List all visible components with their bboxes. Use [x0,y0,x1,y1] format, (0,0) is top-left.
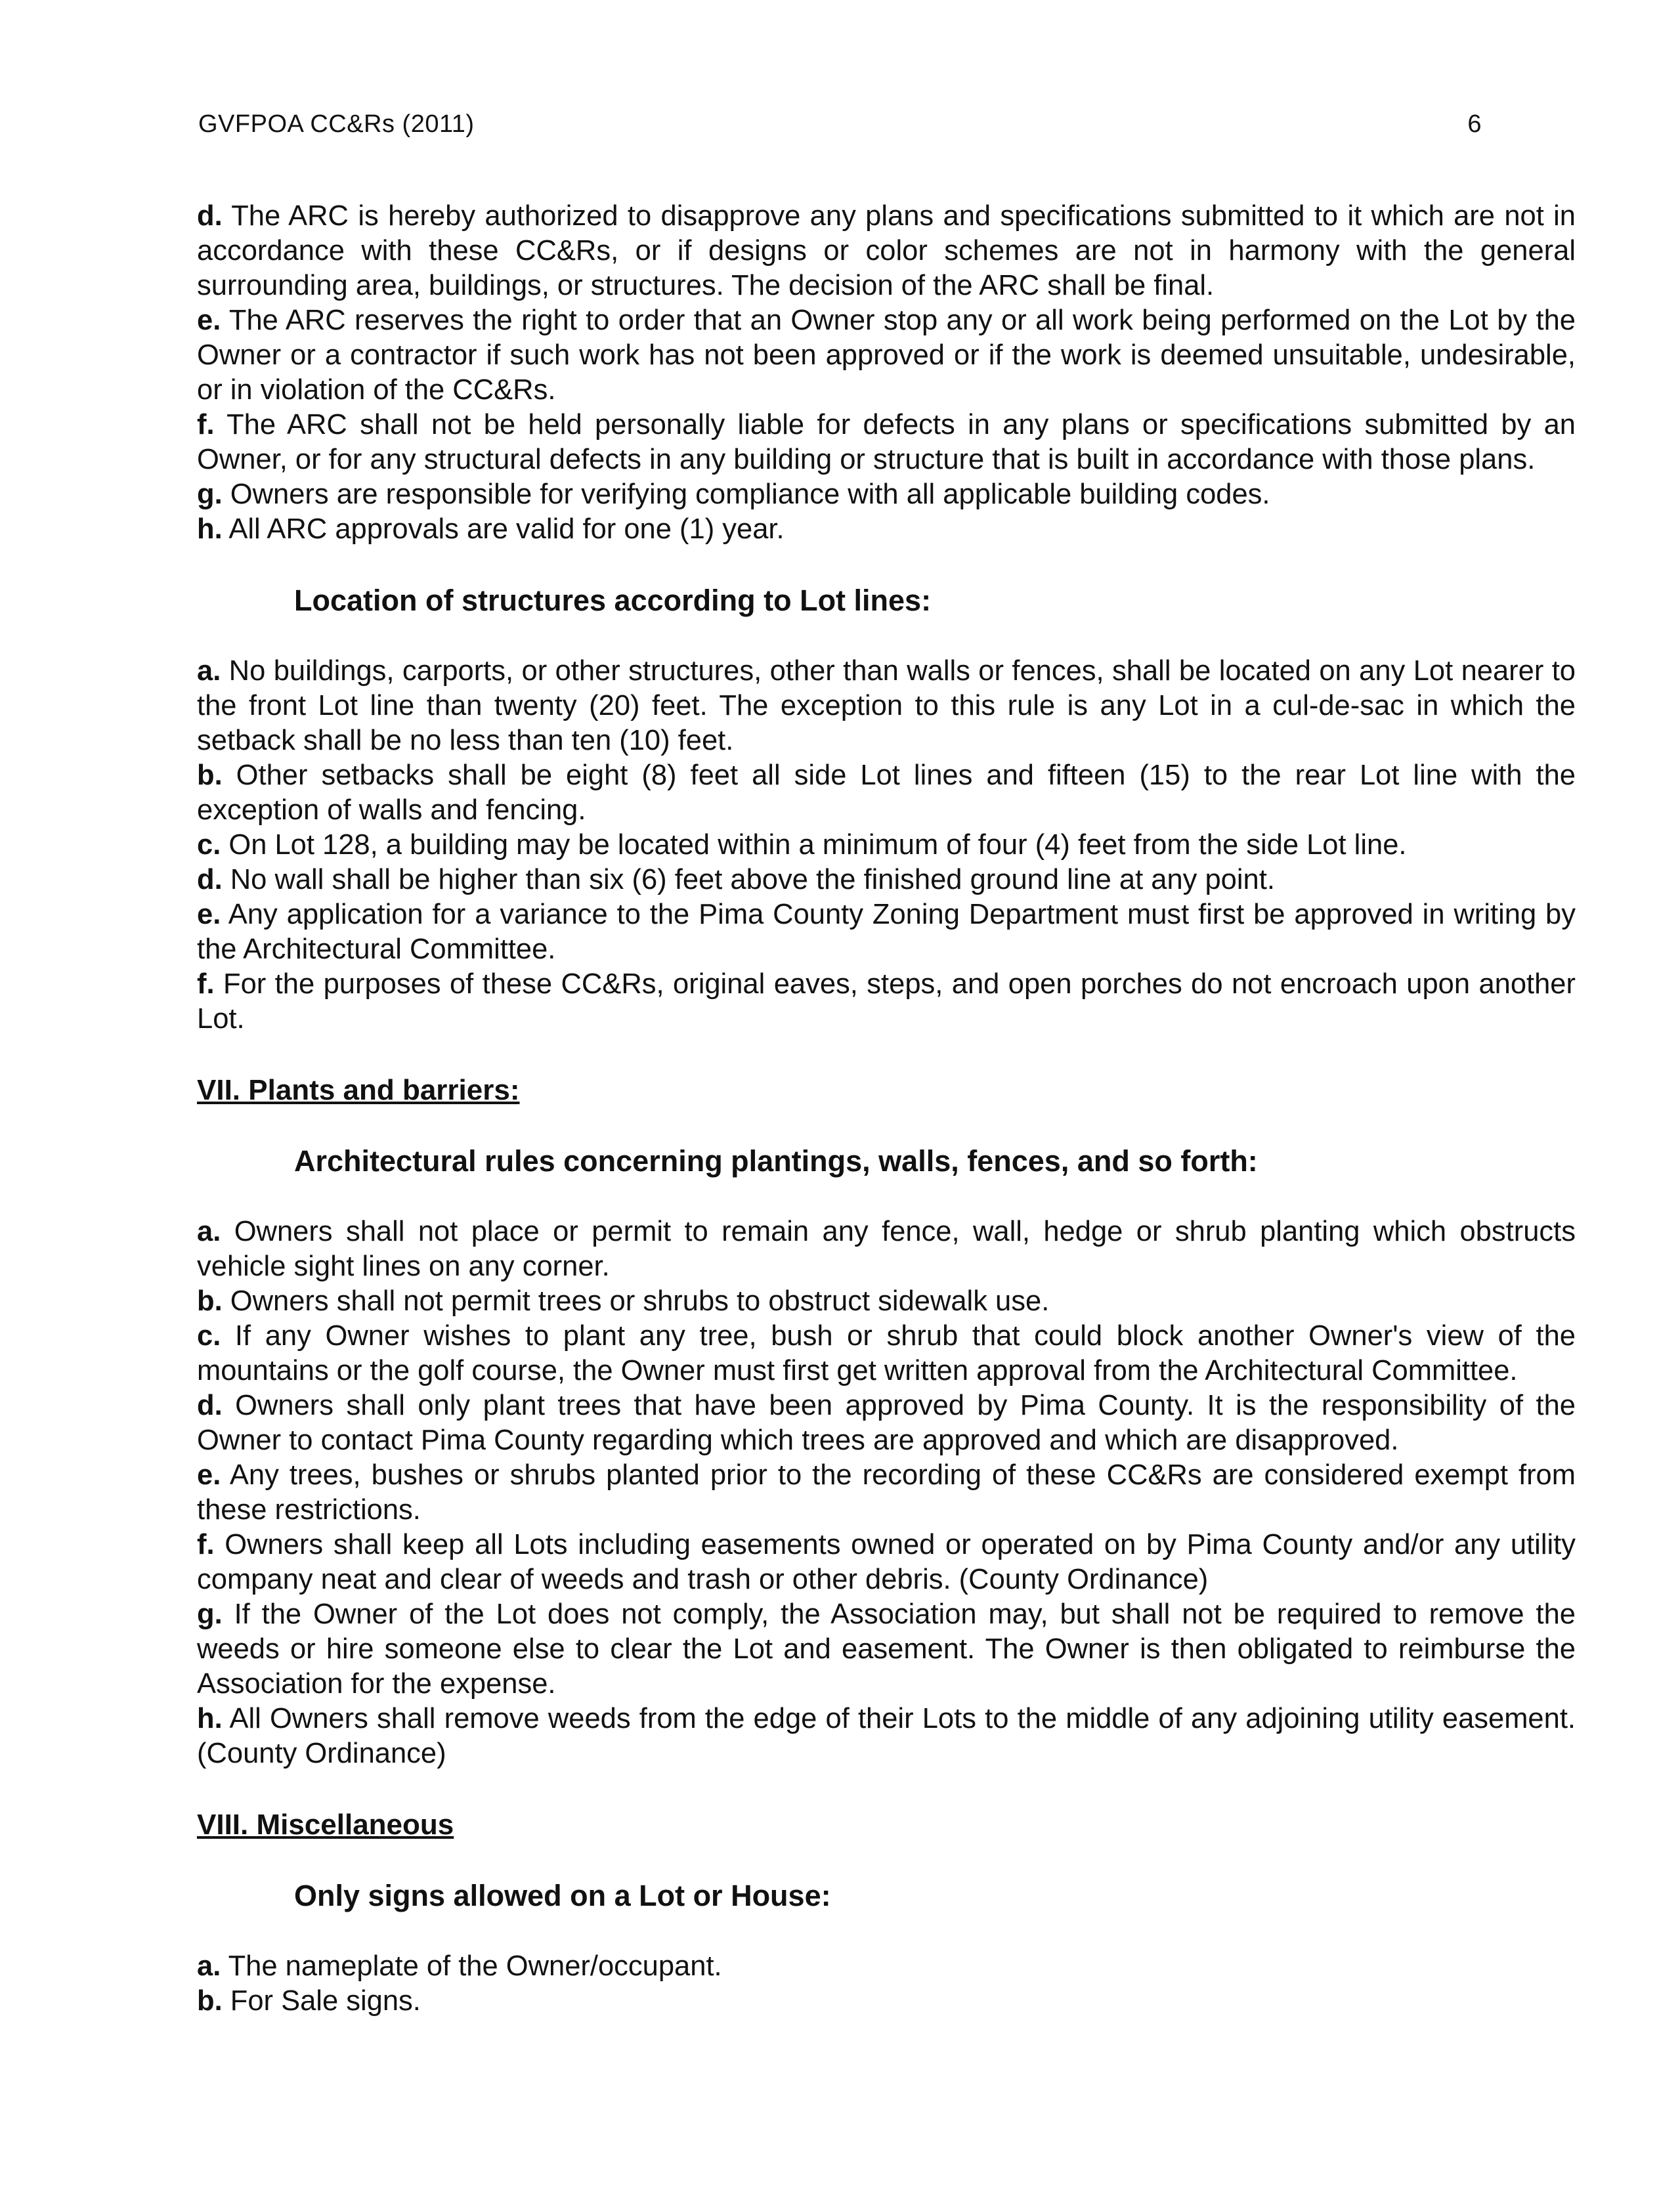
document-body [197,199,1576,2019]
list-item: e. Any trees, bushes or shrubs planted prior to the recording of these CC&Rs are considered exempt from these restrictions. [197,1459,1576,1526]
list-item: g. Owners are responsible for verifying compliance with all applicable building codes. [197,479,1270,510]
location-list [197,654,1576,1037]
list-item: d. The ARC is hereby authorized to disapprove any plans and specifications submitted to it which are not in accordance with these CC&Rs, or if designs or color schemes are not in harmony with the general surrounding area, buildings, or structures. The decision of the ARC shall be final. [197,200,1576,301]
list-item: f. Owners shall keep all Lots including easements owned or operated on by Pima County and/or any utility company neat and clear of weeds and trash or other debris. (County Ordinance) [197,1529,1576,1595]
list-item: b. For Sale signs. [197,1985,421,2017]
list-item: d. Owners shall only plant trees that have been approved by Pima County. It is the responsibility of the Owner to contact Pima County regarding which trees are approved and which are disapproved. [197,1390,1576,1456]
list-item: h. All ARC approvals are valid for one (1) year. [197,513,785,545]
signs-heading: Only signs allowed on a Lot or House: [294,1879,831,1912]
list-item: c. If any Owner wishes to plant any tree, bush or shrub that could block another Owner's view of the mountains or the golf course, the Owner must first get written approval from the Architectural Committee. [197,1320,1576,1386]
page-number: 6 [1467,110,1482,138]
arc-list [197,199,1576,547]
list-item: c. On Lot 128, a building may be located within a minimum of four (4) feet from the side Lot line. [197,829,1407,861]
signs-list [197,1949,1576,2019]
list-item: a. Owners shall not place or permit to remain any fence, wall, hedge or shrub planting which obstructs vehicle sight lines on any corner. [197,1216,1576,1282]
list-item: a. The nameplate of the Owner/occupant. [197,1950,722,1982]
plants-heading: Architectural rules concerning plantings, walls, fences, and so forth: [294,1144,1258,1178]
list-item: a. No buildings, carports, or other structures, other than walls or fences, shall be located on any Lot nearer to the front Lot line than twenty (20) feet. The exception to this rule is any Lot in a cul-de-sac in which the setback shall be no less than ten (10) feet. [197,655,1576,756]
list-item: g. If the Owner of the Lot does not comply, the Association may, but shall not be required to remove the weeds or hire someone else to clear the Lot and easement. The Owner is then obligated to reimburse the Association for the expense. [197,1599,1576,1700]
plants-list [197,1214,1576,1771]
section-heading-viii: VIII. Miscellaneous [197,1809,454,1841]
list-item: b. Owners shall not permit trees or shrubs to obstruct sidewalk use. [197,1285,1050,1317]
location-heading: Location of structures according to Lot lines: [294,584,932,617]
list-item: e. The ARC reserves the right to order that an Owner stop any or all work being performed on the Lot by the Owner or a contractor if such work has not been approved or if the work is deemed unsuitable, undesirable, or in violation of the CC&Rs. [197,305,1576,406]
list-item: f. The ARC shall not be held personally liable for defects in any plans or specifications submitted by an Owner, or for any structural defects in any building or structure that is built in accordance with those plans. [197,409,1576,475]
list-item: e. Any application for a variance to the Pima County Zoning Department must first be approved in writing by the Architectural Committee. [197,899,1576,965]
document-title: GVFPOA CC&Rs (2011) [198,110,475,138]
list-item: h. All Owners shall remove weeds from the edge of their Lots to the middle of any adjoining utility easement. (County Ordinance) [197,1703,1576,1769]
list-item: d. No wall shall be higher than six (6) feet above the finished ground line at any point. [197,864,1275,895]
list-item: f. For the purposes of these CC&Rs, original eaves, steps, and open porches do not encroach upon another Lot. [197,968,1576,1035]
section-heading-vii: VII. Plants and barriers: [197,1074,520,1106]
list-item: b. Other setbacks shall be eight (8) feet all side Lot lines and fifteen (15) to the rear Lot line with the exception of walls and fencing. [197,760,1576,826]
